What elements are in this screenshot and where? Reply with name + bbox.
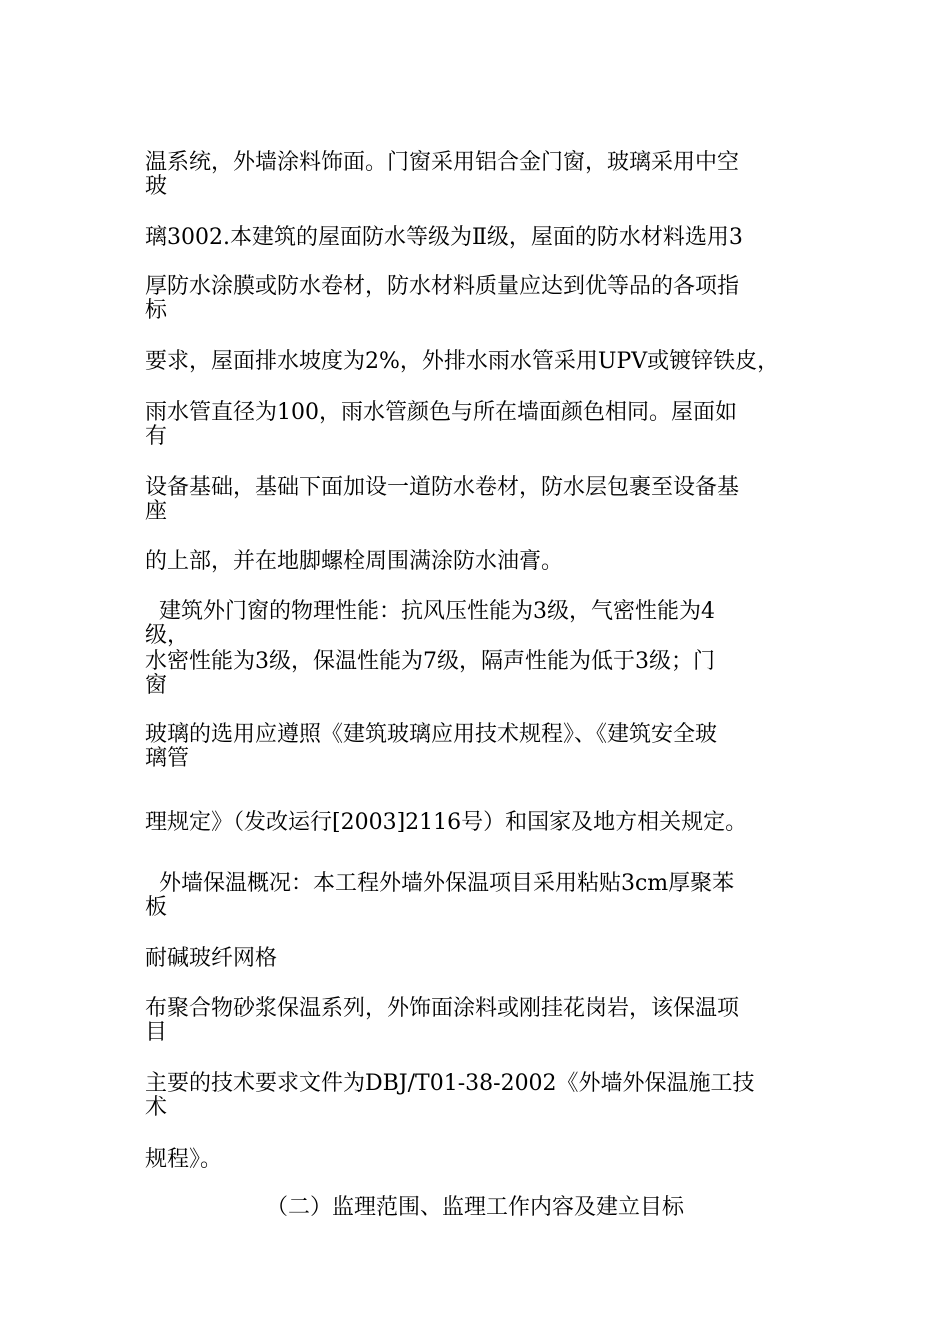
text-line: 耐碱玻纤网格: [145, 946, 278, 971]
text-line: 要求，屋面排水坡度为2%，外排水雨水管采用UPV或镀锌铁皮，: [145, 349, 780, 374]
text-line: 温系统，外墙涂料饰面。门窗采用铝合金门窗，玻璃采用中空: [145, 150, 740, 175]
text-line: 璃3002.本建筑的屋面防水等级为Ⅱ级，屋面的防水材料选用3: [145, 225, 743, 250]
text-line: 水密性能为3级，保温性能为7级，隔声性能为低于3级；门: [145, 649, 715, 674]
text-line: 窗: [145, 673, 168, 698]
text-line: 级，: [145, 623, 190, 648]
text-line: 标: [145, 298, 168, 323]
text-line: 外墙保温概况：本工程外墙外保温项目采用粘贴3cm厚聚苯: [145, 871, 735, 896]
text-line: 布聚合物砂浆保温系列，外饰面涂料或刚挂花岗岩，该保温项: [145, 996, 740, 1021]
text-line: 厚防水涂膜或防水卷材，防水材料质量应达到优等品的各项指: [145, 274, 740, 299]
text-line: 主要的技术要求文件为DBJ/T01-38-2002《外墙外保温施工技: [145, 1071, 755, 1096]
text-line: 玻璃的选用应遵照《建筑玻璃应用技术规程》、《建筑安全玻: [145, 722, 718, 747]
text-line: 玻: [145, 174, 168, 199]
text-line: 术: [145, 1095, 168, 1120]
section-heading: （二）监理范围、监理工作内容及建立目标: [265, 1195, 684, 1220]
text-line: 建筑外门窗的物理性能：抗风压性能为3级，气密性能为4: [145, 599, 715, 624]
text-line: 璃管: [145, 746, 190, 771]
text-line: 理规定》（发改运行[2003]2116号）和国家及地方相关规定。: [145, 810, 748, 835]
text-line: 的上部，并在地脚螺栓周围满涂防水油膏。: [145, 549, 564, 574]
text-line: 目: [145, 1020, 168, 1045]
text-line: 有: [145, 424, 168, 449]
text-line: 规程》。: [145, 1147, 223, 1172]
text-line: 雨水管直径为100，雨水管颜色与所在墙面颜色相同。屋面如: [145, 400, 737, 425]
text-line: 设备基础，基础下面加设一道防水卷材，防水层包裹至设备基: [145, 475, 740, 500]
text-line: 板: [145, 895, 168, 920]
text-line: 座: [145, 499, 168, 524]
